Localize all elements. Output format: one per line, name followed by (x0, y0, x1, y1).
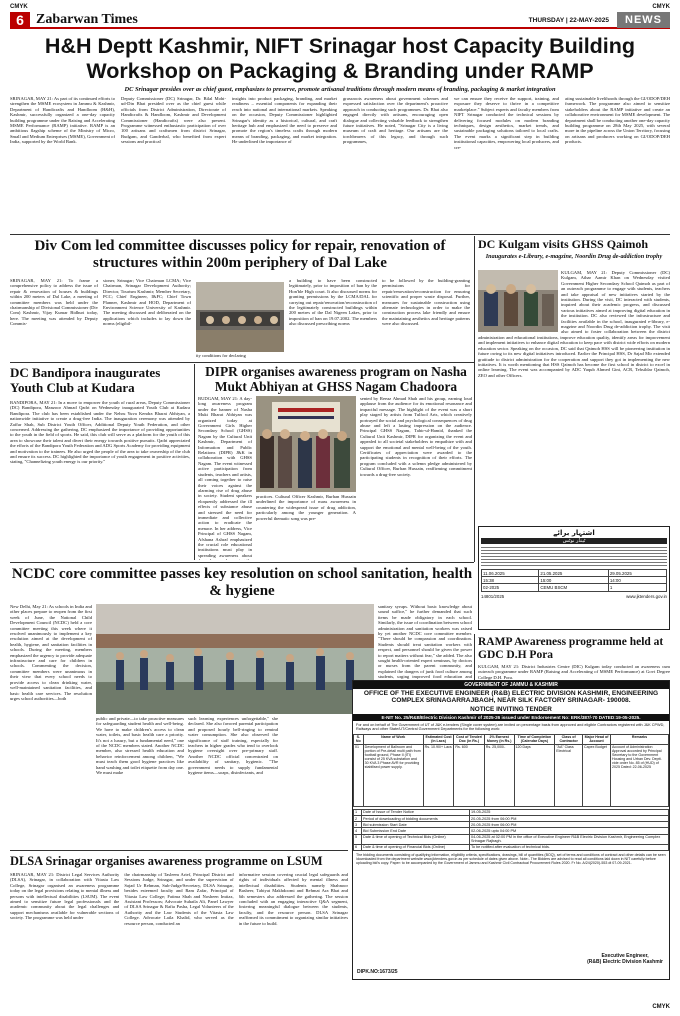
tender-gov: GOVERNMENT OF JAMMU & KASHMIR (353, 681, 669, 689)
urdu-ad-text (481, 545, 667, 567)
dal-col: a building to have been constructed legitimately, prior to imposition of ban by the Hon'ble High court. It also discussed norms for granting permissions by the LCMA/DAL for carrying out repair/renovation/reconstruction of the legitimately constructed buildings within 200 metres of the Dal Nigeen Lakes, prior to imposition of ban on 19.07.2002. The members also discussed prescribing norms (289, 278, 377, 327)
lead-deck: DC Srinagar presides over as chief guest, emphasizes to preserve, promote artisanal traditions through modern means of branding, packaging & market integration (124, 86, 556, 93)
ramp-headline: RAMP Awareness programme held at GDC D.H Pora (478, 636, 664, 662)
dal-col-photo (196, 278, 284, 358)
urdu-ad-number: 14801/2025 (481, 593, 505, 599)
issue-date: THURSDAY | 22-MAY-2025 (528, 16, 609, 24)
urdu-ad-table: 11.06.2025 21.05.2025 29.05.2025 15:38 15:00 14:00 02-2025 CEMU BSCM 1 (481, 569, 667, 592)
dal-col: SRINAGAR, MAY 21: To frame a comprehensive policy to address the issue of repair & renovation of houses & buildings within 200 meters of Dal Lake, a meeting of committee members was held under the chairmanship of Divisional Commissioner (Div Com) Kashmir, Vijay Kumar Bidhuri today, here. The meeting was attended by Deputy Commis- (10, 278, 98, 327)
divider (10, 234, 670, 235)
awareness-program-photo (256, 396, 356, 492)
tender-notice (352, 680, 670, 980)
dipr-col: sented by Reeaz Ahmad Shah and his group, earning loud applause from the audience for its emotional resonance and impactful message. The highlight of the event was a short play staged by artists from Tulfool Arts, which creatively portrayed the social and psychological consequences of drug abuse and left a lasting impression on the audience. Principal GHSS Nagam, Tahir-ul-Hamid, thanked the Cultural Unit Kashmir, DIPR for organizing the event and appealed to all societal stakeholders to empathize with and support the emotional and mental well-being of the youth. Certificates of appreciation were awarded to the participating students in recognition of their efforts. The program concluded with a solemn pledge administered by Cultural Officer, Burhan Hussain, reaffirming commitment towards a drug-free society. (360, 396, 472, 477)
tender-intro: For and on behalf of The Government of UT of J&K e-tenders (Single cover system) are invited on percentage basis from approved and eligible Contractors registered with J&K CPWD, Railways and other State/UT/Central Government Departments for the following work: (356, 722, 665, 732)
tender-title: NOTICE INVITING TENDER (470, 705, 552, 713)
dal-lake-headline: Div Com led committee discusses policy for repair, renovation of structures within 200m periphery of Dal Lake (34, 238, 446, 272)
dlsa-col: informative session covering crucial legal safeguards and rights of individuals affected by mental illness and intellectual disabilities. Students namely Shahnoor Basheer, Tabiyat Makhdoomi and Rehmat Ara Bhat and 6th semesters also addressed the gathering. The session concluded with an engaging interactive Q&A segment, fostering meaningful dialogue between the students, faculty, and the resource person. DLSA Srinagar reaffirmed its commitment to organizing similar initiatives in the future to build. (238, 872, 348, 926)
meeting-photo (196, 282, 284, 352)
ncdc-col: such learning experiences unforgettable," she declared. She also favored parental participation and proposed hourly bell-ringing to remind water consumption. She also observed the significance of staff training, especially for teachers in higher grades who tend to overlook hygiene oversight over pre-primary staff. Another NCDC official concentrated on availability of sanitary, hygienic. "The government needs to supply fundamental hygiene items—soaps, disinfectants, and (188, 716, 278, 776)
ncdc-col: sanitary syrups. Without basic knowledge about sound suffice," he further demanded that such items be made obligatory in each school. Similarly, the issue of coordination between school administration and sanitation workers was raised by yet another NCDC core committee member. "There should be compassion and coordination. Students should treat sanitation workers with respect, and personnel should be given the power to report matters without fear," she added. The also sought health-oriented expert seminars, by doctors or nurses from the parent community, and explained the dangers of junk food culture among students, urging improved food education and (378, 604, 472, 680)
dipr-headline: DIPR organises awareness program on Nasha Mukt Abhiyan at GHSS Nagam Chadoora (205, 364, 467, 395)
vertical-divider (194, 364, 195, 560)
school-children-photo (96, 604, 374, 714)
ncdc-col: New Delhi, May 21: As schools in India and other places prepare to reopen from the first week of June, the National Child Development Council (NCDC) held a core committee meeting this week where it resolved unanimously to implement a key resolution aimed at the development of health, hygiene, and sanitation facilities in schools. During the meeting, members emphasized the urgency to provide adequate infrastructure and care for children in schools. Commenting the decision, committee members were unanimous in their view that every school needs to provide access to clean drinking water, well-maintained sanitation facilities, and basic health care services. The resolution urges school authorities—both (10, 604, 92, 701)
tender-schedule-table: 1 Date of Issue of Tender Notice 19-05-2025 2 Period of downloading of bidding documents 20-05-2025 from 06:00 PM 3 Bid submission Start Date 20-05-2025 from 06:00 PM 4 Bid Submission End Date 02-06-2025 upto 04:00 PM 5 Date & time of opening of Technical Bids (Online) 04-06-2025 at 02:00 PM in the office of Executive Engineer R&B Electric Division Kashmir, Engineering Complex Srinagar Rajbagh. 6 Date & time of opening of Financial Bids (Online) To be notified after evaluation of technical bids. (353, 809, 669, 851)
ramp-body: KULGAM, MAY 21: District Industries Centre (DIC) Kulgam today conducted an awareness cum outreach programme under RAMP (Raising and Accelerating of MSME Performance) at Govt Degree College D.H. Pora. (478, 664, 670, 680)
tender-sign-title: Executive Engineer, (601, 953, 649, 959)
cmyk-mark-bottom: CMYK (652, 1004, 670, 1010)
urdu-ad-sub: ٹینڈر نوٹس (481, 538, 667, 544)
dal-col: to be followed by the building-granting permissions for repair/renovation/reconstruction for ensuring scientific and proper waste disposal. Further, measures for sustainable construction using alternate technologies in order to make the construction process lake friendly and ensure the maintaining aesthetics and heritage patterns were also discussed. (382, 278, 470, 327)
urdu-advertisement (478, 526, 670, 630)
cmyk-mark-right: CMYK (652, 4, 670, 10)
ncdc-headline: NCDC core committee passes key resolution on school sanitation, health & hygiene (11, 566, 473, 600)
paper-name: Zabarwan Times (36, 12, 138, 27)
page-number: 6 (10, 12, 30, 28)
urdu-ad-url: www.jktenders.gov.in (626, 593, 667, 599)
lead-body (10, 96, 670, 234)
qaimoh-deck: Inaugurates e-Library, e-magzine, Noordin Drug de-addiction trophy (485, 253, 663, 260)
tender-sign-office: (R&B) Electric Division Kashmir (587, 959, 663, 965)
lead-col: SRINAGAR, MAY 21: As part of its continued efforts to strengthen the MSME ecosystem in Jammu & Kashmir, Department of Handicrafts and Handloom (H&H), Kashmir, successfully organized a one-day capacity building programme under the Raising and Accelerating MSME Performance (RAMP) initiative. RAMP is an ambitious flagship scheme of the Ministry of Micro, Small and Medium Enterprises (MSME), Government of India, supported by the World Bank. (10, 96, 115, 145)
qaimoh-headline: DC Kulgam visits GHSS Qaimoh (478, 237, 649, 251)
dlsa-col: SRINAGAR, MAY 21: District Legal Services Authority (DLSA), Srinagar, in collaboration with Vitasta Law College, Srinagar organised an awareness programme today on the legal provisions relating to mental illness and persons with intellectual disabilities (LSUM). The event aimed to sensitize future legal professionals and the academic community about the legal challenges and support mechanisms available for vulnerable sections of society. The programme was held under (10, 872, 120, 921)
dipr-col: practices. Cultural Officer Kashmir, Burhan Hussain underlined the importance of mass awareness in countering the widespread issue of drug addiction, particularly among the younger generation. A powerful thematic song was pre- (256, 494, 356, 521)
dlsa-col: the chairmanship of Tasleem Arief, Principal District and Sessions Judge, Srinagar, and under the supervision of Sajad Ur Rehman, Sub-Judge/Secretary, DLSA Srinagar, besides esteemed faculty and Ram Zafar, Principal of Vitasta Law College; Fatima Shah and Nosheen Imtiaz, Assistant Professors; Advocate Suhaila Ali, Panel Lawyer of DLSA Srinagar & Rafia Pasha, Legal Volunteers of the Authority and the Law Students of the Vitasta Law College. Advocate Laila Khalid, who served as the resource person, conducted an (124, 872, 234, 926)
dlsa-headline: DLSA Srinagar organises awareness programme on LSUM (10, 854, 323, 868)
divider (10, 362, 474, 363)
bandipora-body: BANDIPORA, MAY 21: In a move to empower the youth of rural areas, Deputy Commissioner (DC) Bandipora, Manzoor Ahmad Qadri on Wednesday inaugurated Youth Club at Kudara Bandipora. The club has been established under the Nehru Yuva Kendra Bharat Abhiyan, a nationwide initiative to create a drug-free India. The inauguration ceremony was attended by Zaffar Shah, Sub District Youth Officer, Additional Deputy Youth Federation, and other concerned. Addressing the gathering, DC emphasized the importance of providing opportunities to the youth in the field of sports. He said, this club will serve as a platform for the youth of this area to showcase their talent and divert their energy towards positive pursuits. Qadri appreciated the efforts of the Bandipora Youth Federation and ADG Sports Academy for providing equipment and motivation to the trainees. He also urged the people of the area to take ownership of the club and ensure its success. DC highlighted the importance of youth engagement in positive activities, stating, "Channelizing youth energy is our priority." (10, 400, 190, 465)
masthead (10, 13, 670, 29)
tender-notes: The bidding documents consisting of qualifying information, eligibility criteria, specifications, drawings, bill of quantities (BOQ), set of terms and conditions of contract and other details can be seen /downloaded from the department website www.jktenders.gov.in as per schedule of dates given above. Note:- The Bidders are advised to read all conditions laid down in NIT carefully before uploading bid's copy. Paper: to be accompanied by the Government of Jammu and Kashmir Civil Contractual Procurement Rules 2020. Fr No. A/24(2020)-553 dt 07-09-2021. (356, 852, 666, 866)
dal-lake-body (10, 278, 470, 358)
tender-dipk: DIPK.NO:1673/25 (357, 969, 398, 975)
vertical-divider (474, 236, 475, 562)
tender-nit: E-NIT No. 25/R&B/Electric Division Kashmir of 2025-26 issued under Endorsement No: ERK/387/-70 DATED:19-05-2025. (353, 714, 669, 721)
dal-col: sioner, Srinagar; Vice Chairman LCMA; Vice Chairman, Srinagar Development Authority; Director, Tourism Kashmir; Member Secretary, PCC; Chief Engineer, I&FC; Chief Town Planner, Kashmir and HOD, Department of Environment Science University of Kashmir. The meeting discussed and deliberated on the applications which includes to lay down the norms (eligibil- (103, 278, 191, 327)
lead-col: ating sustainable livelihoods through the GI/ODOP/DEH framework. The programme also aimed to sensitize stakeholders about the RAMP initiative and create an collaborative environment for MSME development. The department shall be conducting another one-day capacity building programme on 28th May 2025, with several more in the pipeline across the Union Territory, focusing on artisans and producers working on GI/ODOP/DEH products. (565, 96, 670, 145)
divider (10, 850, 348, 851)
divider (10, 562, 474, 563)
lead-headline: H&H Deptt Kashmir, NIFT Srinagar host Capacity Building Workshop on Packaging & Branding under RAMP (44, 34, 636, 83)
urdu-ad-head: اشتہار برائے (553, 529, 595, 537)
bandipora-headline: DC Bandipora inaugurates Youth Club at Kudara (10, 365, 161, 395)
cmyk-mark: CMYK (10, 4, 28, 10)
lead-col: Deputy Commissioner (DC) Srinagar, Dr. Bilal Mohi-ud-Din Bhat presided over as the chief guest while officials from District Administration, Directorate of Handicrafts & Handloom, Kashmir and Development Commissioner (Handicrafts) were also present. Programme witnessed enthusiastic participation of over 100 artisans and craftsmen from district Srinagar, Budgam, and Ganderbal, who benefited from expert sessions and practical (121, 96, 226, 145)
ncdc-col: public and private—to take proactive measures for safeguarding student health and well-being. We have to make children's access to clean water, toilets, and basic health care a priority. It's not a luxury, but a fundamental need," one of the NCDC members stated. Another NCDC member, also stressed health education and behavior reinforcement among children, "We must teach them good hygiene practices like hand washing and toilet etiquette from day one. We must make (96, 716, 184, 776)
section-label: NEWS (617, 12, 670, 28)
lead-col: we can ensure they receive the support, training, and exposure they deserve to thrive in a competitive marketplace." Subject experts and faculty members from NIFT Srinagar conducted the technical sessions by delivering focused modules on modern branding techniques, design aesthetics, market trends, and sustainable packaging solutions tailored to local crafts. The event marks a significant step in building institutional capacities, empowering local producers, and cre- (454, 96, 559, 150)
lead-col: grassroots awareness about government schemes and expressed satisfaction over the department's proactive approach in conducting such programmes. Dr. Bhat also engaged directly with artisans, encouraging open dialogue and collecting valuable feedback to strengthen future initiatives. He noted, "Srinagar City is a living museum of craft and heritage. Our artisans are the torchbearers of this legacy, and through such programmes, (343, 96, 448, 145)
qaimoh-body (478, 270, 670, 524)
qaimoh-text: KULGAM, MAY 21: Deputy Commissioner (DC) Kulgam, Athar Aamir Khan on Wednesday visited Government Higher Secondary School Qaimoh as part of an outreach programme to engage with students, teachers and take appraisal of new initiatives started by the institution. During the visit, DC interacted with students, inquired about their academic progress, and discussed various initiatives aimed at improving digital education in the institution. DC also reviewed the infrastructure and facilities available in the school, inaugurated e-library, e-magzine and Noordin Drug de-addiction trophy. The visit also aimed to foster collaboration between the district administration and educational institutions, improve education quality, identify areas for improvement and implement initiatives to enhance digital education to keep pace with district wide efforts on modern education sector. Speaking on the occasion, DC said that Qaimoh HSS will be pioneering institution in future owing to its new digital initiatives introduced. Earlier the Principal HSS, Dr Sajad Mir extended gratitude to district administration for the cooperation and support they got in implementing the new initiatives. It is worth mentioning that HSS Qaimoh has become the first school in district to excel in online learning. The event was accompanied by ADC Yaqub Ahmed Gini, ACR, Tehsildar Qaimoh, ZEO and other Officers. (478, 270, 670, 378)
dlsa-body (10, 872, 348, 992)
tender-office: OFFICE OF THE EXECUTIVE ENGINEER (R&B) ELECTRIC DIVISION KASHMIR, ENGINEERING COMPLEX SRINAGARRAJBAGH, NEAR SILK FACTORY SRINAGAR- 190008. (363, 690, 659, 705)
dipr-col: BUDGAM, MAY 21: A day-long awareness program under the banner of Nasha Mukt Bharat Abhiyan was organized today at Government Girls Higher Secondary School (GHSS) Nagam by the Cultural Unit Kashmir, Department of Information and Public Relations (DIPR) J&K in collaboration with GHSS Nagam. The event witnessed active participation from students, teachers and artists, all coming together to raise their voices against the alarming rise of drug abuse in society. Student speakers eloquently addressed the ill effects of substance abuse and stressed the need for immediate and collective action to eradicate the menace. In her address, Vice Principal of GHSS Nagam, Afshana Ashraf emphasized the crucial role educational institutions must play in spreading awareness about (198, 396, 252, 558)
lead-col: insights into product packaging, branding, and market readiness – essential components for expanding their reach into national and international markets. Speaking on the occasion, Deputy Commissioner highlighted Srinagar's identity as a historical, cultural, and craft heritage hub and emphasized the need to preserve and promote the region's timeless crafts through modern means of branding, packaging, and market integration. He underlined the importance of (232, 96, 337, 145)
dal-col-tail: ity conditions for declaring (196, 352, 246, 358)
tender-work-table: S. No Name of Work Estimated Cost (in Lacs) Cost of Tender/ Doc (in Rs.) 2% Earnest Money (in Rs.) Time of Completion (Calendar Days) Class of Contractor Major Head of Account Remarks 01 Development of Ballroom and portion of Pre-detail multi path from football ground, Phase II (ITI) consist of 25 KVA substation and 30 KVA 3 Phase AVR for providing stabilised power supply. Rs. 10.90/+ Lacs Rs. 600 Rs. 25,000/- 120 Days "AA" Class Electrical Capex Budget Account of Administration Approval accorded by Principal Secretary to the Government Housing and Urban Dev. Deptt. vide order No. 85 of (HUD) of 2025 Dated: 22-06-2025 (353, 734, 669, 807)
